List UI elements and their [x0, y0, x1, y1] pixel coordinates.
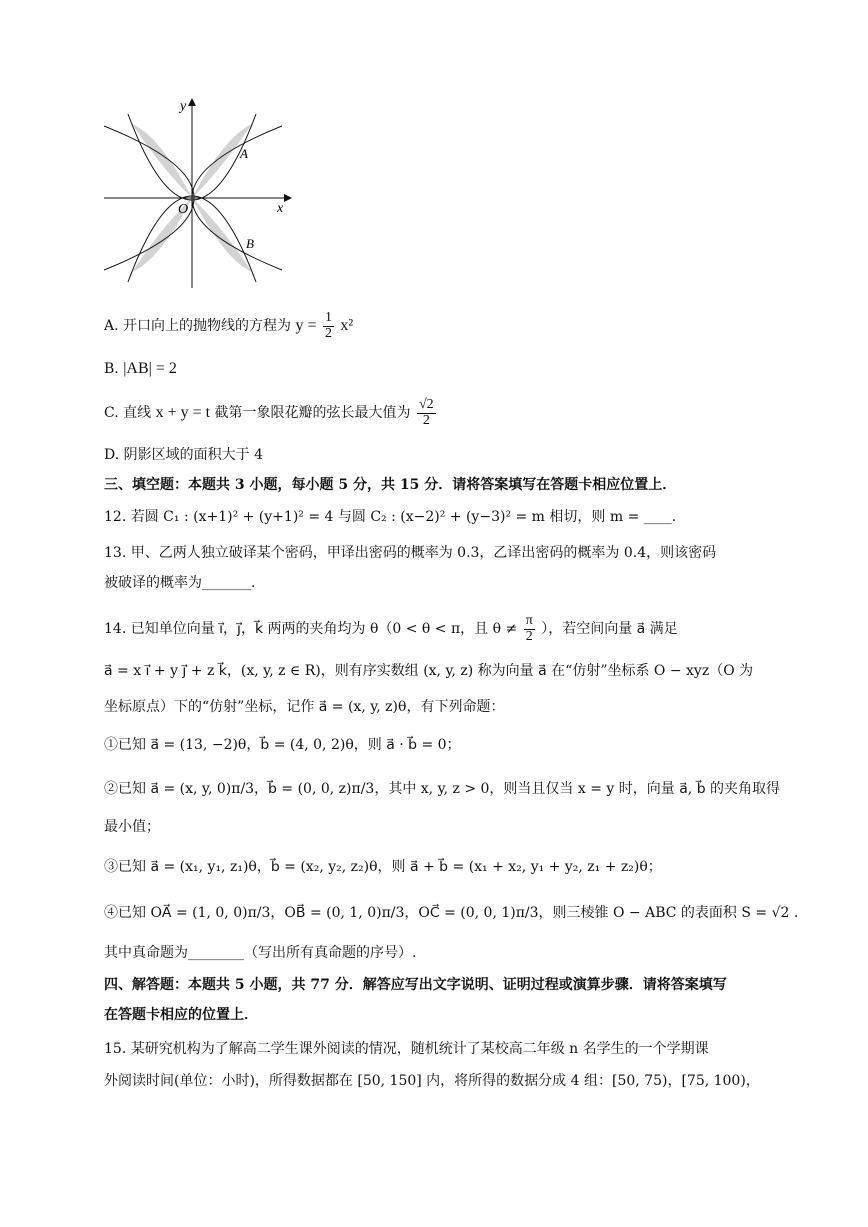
- q14-item3: ③已知 a⃗ = (x₁, y₁, z₁)θ，b⃗ = (x₂, y₂, z₂)θ，则 a⃗ + b⃗ = (x₁ + x₂, y₁ + y₂, z₁ + z₂)θ；: [104, 859, 662, 875]
- q14-line2: a⃗ = x i⃗ + y j⃗ + z k⃗，(x, y, z ∈ R)，则有序实数组 (x, y, z) 称为向量 a⃗ 在“仿射”坐标系 O − xyz（O 为: [104, 663, 754, 679]
- option-a: [104, 311, 353, 341]
- option-a-frac-den: 2: [324, 325, 332, 341]
- q14-item1: ①已知 a⃗ = (13, −2)θ，b⃗ = (4, 0, 2)θ，则 a⃗ · b⃗ = 0；: [104, 737, 461, 753]
- section3-heading: 三、填空题：本题共 3 小题，每小题 5 分，共 15 分．请将答案填写在答题卡相应位置上．: [104, 477, 677, 493]
- q14-line3: 坐标原点）下的“仿射”坐标，记作 a⃗ = (x, y, z)θ，有下列命题：: [104, 699, 505, 715]
- shaded-petal-q2: [132, 124, 192, 198]
- q14-line1: [104, 614, 678, 644]
- shaded-petal-q1: [192, 124, 252, 198]
- q14-item2b: 最小值；: [104, 819, 160, 835]
- q14-line1-pre: 14. 已知单位向量 i⃗，j⃗，k⃗ 两两的夹角均为 θ（0 < θ < π，且 θ ≠: [104, 621, 518, 638]
- option-d: D. 阴影区域的面积大于 4: [104, 447, 263, 463]
- q14-frac-num: π: [525, 613, 533, 628]
- q13-line2: 被破译的概率为_______.: [104, 575, 256, 591]
- parabola-figure: [100, 96, 300, 292]
- option-a-text: A. 开口向上的抛物线的方程为: [104, 318, 292, 335]
- option-b: [104, 358, 177, 380]
- option-b-math: |AB| = 2: [123, 360, 177, 377]
- q12-text: 12. 若圆 C₁ : (x+1)² + (y+1)² = 4 与圆 C₂ : (x−2)² + (y−3)² = m 相切，则 m = ____.: [104, 509, 677, 525]
- q14-line1-post: ），若空间向量 a⃗ 满足: [541, 621, 678, 638]
- shaded-petal-q4: [192, 198, 252, 272]
- section4-line2: 在答题卡相应的位置上．: [104, 1007, 258, 1023]
- origin-label: O: [178, 202, 189, 217]
- q14-item4: ④已知 OA⃗ = (1, 0, 0)π/3，OB⃗ = (0, 1, 0)π/3，OC⃗ = (0, 0, 1)π/3，则三棱锥 O − ABC 的表面积 S = √2 .: [104, 905, 799, 921]
- option-c-text-pre: C. 直线: [104, 405, 152, 422]
- option-a-frac-num: 1: [324, 310, 332, 325]
- point-b-label: B: [246, 236, 254, 251]
- y-axis-label: y: [180, 99, 187, 114]
- q14-tail: 其中真命题为________（写出所有真命题的序号）.: [104, 945, 417, 961]
- option-a-math: y =: [295, 317, 317, 335]
- q13-line1: 13. 甲、乙两人独立破译某个密码，甲译出密码的概率为 0.3，乙译出密码的概率为 0.4，则该密码: [104, 545, 717, 561]
- option-c-text-post: 截第一象限花瓣的弦长最大值为: [214, 405, 411, 422]
- q14-frac-den: 2: [525, 628, 533, 644]
- option-c-math: x + y = t: [155, 404, 211, 422]
- option-c-frac-den: 2: [422, 412, 430, 428]
- section4-line1: 四、解答题：本题共 5 小题，共 77 分．解答应写出文字说明、证明过程或演算步骤．请将答案填写: [104, 977, 727, 993]
- option-a-tail: x²: [340, 317, 354, 335]
- option-c-frac-num: √2: [418, 397, 434, 412]
- q15-line1: 15. 某研究机构为了解高二学生课外阅读的情况，随机统计了某校高二年级 n 名学生的一个学期课: [104, 1041, 709, 1057]
- q15-line2: 外阅读时间(单位：小时)，所得数据都在 [50, 150] 内，将所得的数据分成 4 组：[50, 75)，[75, 100)，: [104, 1073, 760, 1089]
- point-a-label: A: [240, 146, 248, 161]
- option-c-fraction: [417, 398, 436, 428]
- option-a-fraction: [323, 311, 334, 341]
- q14-item2: ②已知 a⃗ = (x, y, 0)π/3，b⃗ = (0, 0, z)π/3，其中 x, y, z > 0，则当且仅当 x = y 时，向量 a⃗, b⃗ 的夹角取得: [104, 781, 781, 797]
- option-c: [104, 398, 438, 428]
- q14-fraction: [524, 614, 535, 644]
- x-axis-label: x: [277, 201, 284, 216]
- option-b-text: B.: [104, 361, 124, 377]
